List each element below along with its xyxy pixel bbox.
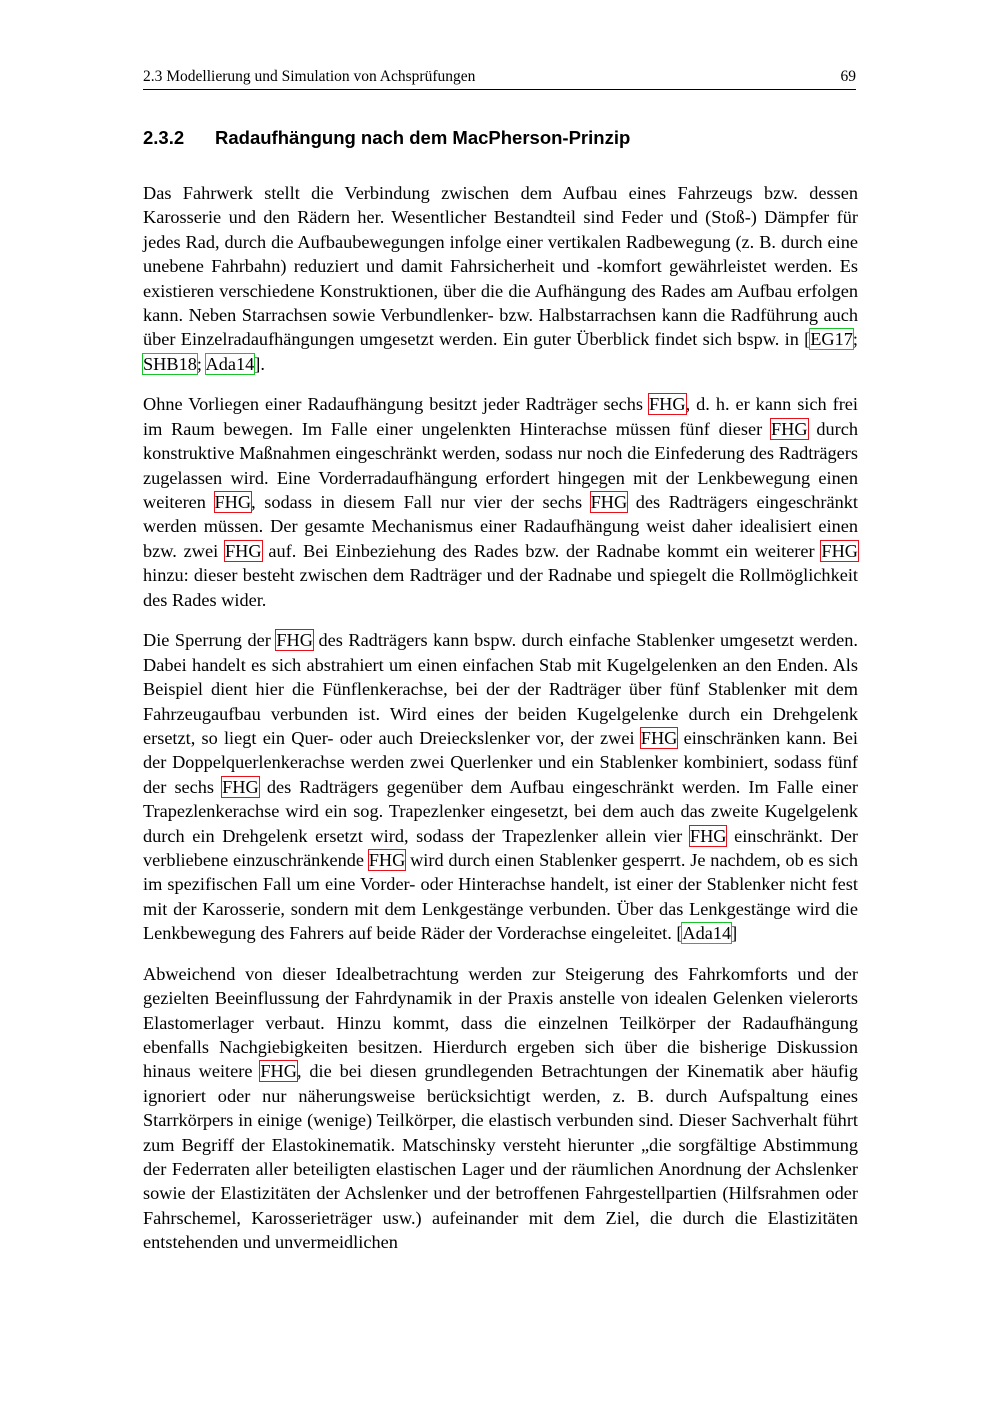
text-run: Die Sperrung der: [143, 630, 277, 651]
text-run: ].: [254, 353, 265, 374]
acronym-link-fhg[interactable]: FHG: [222, 776, 259, 797]
text-run: , sodass in diesem Fall nur vier der sechs: [251, 492, 591, 513]
text-run: Abweichend von dieser Idealbetrachtung werden zur Steigerung des Fahrkomforts und der gezielten Beeinflussung der Fahrdynamik in der Praxis anstelle von idealen Gelenken vielerorts Elastomerlager verbaut. Hinzu kommt, dass die einzelnen Teilkörper der Radaufhängung ebenfalls Nachgiebigkeiten besitzen. Hierdurch ergeben sich über die bisherige Diskussion hinaus weitere: [143, 963, 858, 1082]
section-title: Radaufhängung nach dem MacPherson-Prinzip: [215, 127, 631, 148]
text-run: wird durch einen Stablenker gesperrt. Je nachdem, ob es sich im spezifischen Fall um eine Vorder- oder Hinterachse handelt, ist einer der Stablenker nicht fest mit der Karosserie, sondern mit dem Lenkgestänge verbunden. Über das Lenkgestänge wird die Lenkbewegung des Fahrers auf beide Räder der Vorderachse eingeleitet. [: [143, 849, 858, 944]
body-text: [143, 181, 858, 1271]
acronym-link-fhg[interactable]: FHG: [649, 394, 686, 415]
citation-link-eg17[interactable]: EG17: [810, 329, 853, 350]
acronym-link-fhg[interactable]: FHG: [771, 418, 808, 439]
text-run: durch konstruktive Maßnahmen eingeschränkt werden, sodass nur noch die Einfederung des Radträgers zugelassen wird. Eine Vorderradaufhängung erfordert hingegen mit der Lenkbewegung einen weiteren: [143, 418, 858, 513]
citation-link-ada14[interactable]: Ada14: [682, 923, 732, 944]
paragraph: [143, 628, 858, 945]
text-run: , die bei diesen grundlegenden Betrachtungen der Kinematik aber häufig ignoriert oder nur näherungsweise berücksichtigt werden, z. B. durch Aufspaltung eines Starrkörpers in einige (wenige) Teilkörper, die elastisch verbunden sind. Dieser Sachverhalt führt zum Begriff der Elastokinematik. Matschinsky versteht hierunter „die sorgfältige Abstimmung der Federraten aller beteiligten elastischen Lager und der räumlichen Anordnung der Achslenker sowie der Elastizitäten der Achslenker und der betroffenen Fahrgestellpartien (Hilfsrahmen oder Fahrschemel, Karosserieträger usw.) aufeinander mit dem Ziel, die durch die Elastizitäten entstehenden und unvermeidlichen: [143, 1061, 858, 1253]
text-run: Ohne Vorliegen einer Radaufhängung besitzt jeder Radträger sechs: [143, 394, 650, 415]
text-run: ]: [731, 923, 738, 944]
page-number: 69: [840, 68, 856, 85]
paragraph: [143, 392, 858, 612]
acronym-link-fhg[interactable]: FHG: [689, 825, 727, 846]
acronym-link-fhg[interactable]: FHG: [640, 727, 678, 748]
text-run: auf. Bei Einbeziehung des Rades bzw. der Radnabe kommt ein weiterer: [261, 540, 822, 561]
acronym-link-fhg[interactable]: FHG: [225, 540, 262, 561]
citation-link-ada14[interactable]: Ada14: [205, 353, 255, 374]
text-run: ;: [196, 353, 206, 374]
text-run: des Radträgers kann bspw. durch einfache Stablenker umgesetzt werden. Dabei handelt es sich abstrahiert um einen einfachen Stab mit Kugelgelenken an den Enden. Als Beispiel dient hier die Fünflenkerachse, bei der der Radträger über fünf Stablenker mit dem Fahrzeugaufbau verbunden ist. Wird eines der beiden Kugelgelenke durch ein Drehgelenk ersetzt, so liegt ein Quer- oder auch Dreieckslenker vor, der zwei: [143, 630, 858, 748]
text-run: hinzu: dieser besteht zwischen dem Radträger und der Radnabe und spiegelt die Rollmöglichkeit des Rades wider.: [143, 565, 858, 610]
citation-link-shb18[interactable]: SHB18: [143, 353, 197, 374]
text-run: , d. h. er kann sich frei im Raum bewegen. Im Falle einer ungelenkten Hinterachse müssen fünf dieser: [143, 394, 858, 439]
running-header: [143, 68, 856, 90]
text-run: einschränkt. Der verbliebene einzuschränkende: [143, 825, 858, 870]
text-run: des Radträgers eingeschränkt werden müssen. Der gesamte Mechanismus einer Radaufhängung weist daher idealisiert einen bzw. zwei: [143, 492, 858, 561]
text-run: ;: [852, 329, 858, 350]
acronym-link-fhg[interactable]: FHG: [590, 492, 628, 513]
acronym-link-fhg[interactable]: FHG: [214, 492, 252, 513]
text-run: des Radträgers gegenüber dem Aufbau eingeschränkt werden. Im Falle einer Trapezlenkerachse wird ein sog. Trapezlenker eingesetzt, bei dem auch das zweite Kugelgelenk durch ein Drehgelenk ersetzt wird, sodass der Trapezlenker allein vier: [143, 776, 858, 846]
running-title: 2.3 Modellierung und Simulation von Achsprüfungen: [143, 68, 476, 85]
acronym-link-fhg[interactable]: FHG: [368, 849, 406, 870]
paragraph: [143, 181, 858, 376]
acronym-link-fhg[interactable]: FHG: [260, 1061, 297, 1082]
section-heading: [143, 127, 856, 149]
acronym-link-fhg[interactable]: FHG: [821, 540, 858, 561]
text-run: Das Fahrwerk stellt die Verbindung zwischen dem Aufbau eines Fahrzeugs bzw. dessen Karosserie und den Rädern her. Wesentlicher Bestandteil sind Feder und (Stoß-) Dämpfer für jedes Rad, durch die Aufbaubewegungen infolge einer vertikalen Radbewegung (z. B. durch eine unebene Fahrbahn) reduziert und damit Fahrsicherheit und -komfort gewährleistet werden. Es existieren verschiedene Konstruktionen, über die die Aufhängung des Rades am Aufbau erfolgen kann. Neben Starrachsen sowie Verbundlenker- bzw. Halbstarrachsen kann die Radführung auch über Einzelradaufhängungen umgesetzt werden. Ein guter Überblick findet sich bspw. in [: [143, 183, 858, 350]
acronym-link-fhg[interactable]: FHG: [276, 630, 313, 651]
text-run: einschränken kann. Bei der Doppelquerlenkerachse werden zwei Querlenker und ein Stablenker kombiniert, sodass fünf der sechs: [143, 727, 858, 797]
paragraph: [143, 962, 858, 1255]
section-number: 2.3.2: [143, 127, 185, 148]
